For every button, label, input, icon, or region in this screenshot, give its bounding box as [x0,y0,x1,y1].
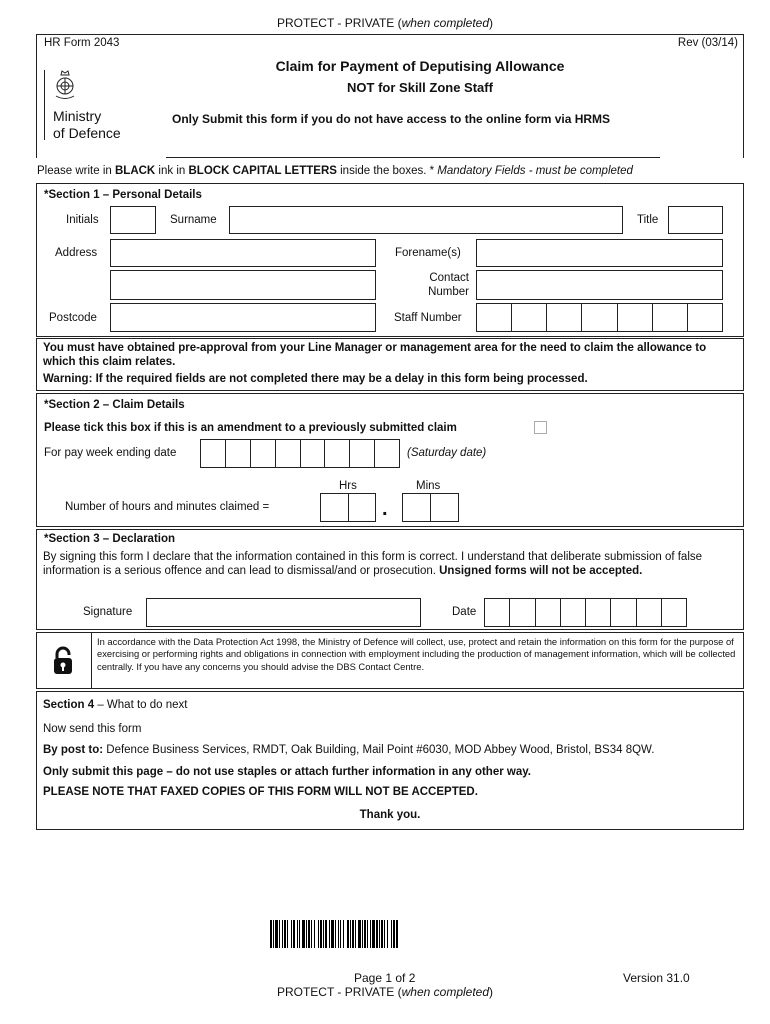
title-input[interactable] [668,206,723,234]
signature-input[interactable] [146,598,421,627]
logo-text-defence: of Defence [53,125,121,141]
data-protection-text: In accordance with the Data Protection Act 1998, the Ministry of Defence will collect, use, protect and retain the information on this form for the purpose of exercising or performing rights and obligations in connection with employment including the production of management information, which will be collected centrally. If you have any concerns you should advise the DBS Contact Centre. [97,636,736,672]
forenames-input[interactable] [476,239,723,267]
section-1-title: *Section 1 – Personal Details [44,189,202,201]
hours-claimed-label: Number of hours and minutes claimed = [65,501,270,513]
postcode-label: Postcode [49,312,97,324]
saturday-note: (Saturday date) [407,447,487,459]
logo-rule [44,70,45,140]
mod-crest-icon [52,68,78,102]
initials-input[interactable] [110,206,156,234]
contact-number-input[interactable] [476,270,723,300]
barcode-icon [270,920,498,948]
data-protection-divider [91,632,92,689]
only-submit-text: Only submit this page – do not use staples or attach further information in any other way. [43,766,531,778]
mins-label: Mins [416,480,441,492]
version: Version 31.0 [623,971,690,985]
contact-label-1: Contact [429,272,469,284]
section-4-title: Section 4 – What to do next [43,699,188,711]
address-input-2[interactable] [110,270,376,300]
amendment-checkbox[interactable] [534,421,547,434]
header-frame [36,34,744,158]
minutes-input[interactable] [402,493,459,522]
staff-number-label: Staff Number [394,312,462,324]
warning-text: Warning: If the required fields are not completed there may be a delay in this form being processed. [43,373,588,385]
hours-minutes-separator: . [382,498,388,520]
declaration-date-input[interactable] [484,598,687,627]
form-number: HR Form 2043 [44,37,120,49]
hrs-label: Hrs [339,480,357,492]
logo-text-ministry: Ministry [53,108,102,124]
hours-input[interactable] [320,493,376,522]
hrms-notice: Only Submit this form if you do not have access to the online form via HRMS [172,112,611,126]
date-label: Date [452,606,477,618]
forenames-label: Forename(s) [395,247,461,259]
surname-input[interactable] [229,206,623,234]
pay-week-date-input[interactable] [200,439,400,468]
now-send-text: Now send this form [43,723,142,735]
form-subtitle: NOT for Skill Zone Staff [347,80,493,92]
form-title: Claim for Payment of Deputising Allowance [275,58,565,74]
header-rule [166,157,660,158]
declaration-text: By signing this form I declare that the information contained in this form is correct. I understand that deliberate submission of false information is a serious offence and can lead to dismissal/and or prosecution. Unsigned forms will not be accepted. [43,551,703,577]
section-3-title: *Section 3 – Declaration [44,533,176,545]
surname-label: Surname [170,214,217,226]
thank-you: Thank you. [359,809,421,821]
lock-icon [52,646,74,676]
amendment-label: Please tick this box if this is an amendment to a previously submitted claim [44,422,457,434]
pay-week-label: For pay week ending date [44,447,177,459]
instructions: Please write in BLACK ink in BLOCK CAPITAL LETTERS inside the boxes. * Mandatory Fields - must be completed [37,165,633,177]
top-classification: PROTECT - PRIVATE (when completed) [276,16,494,30]
bottom-classification: PROTECT - PRIVATE (when completed) [276,985,494,999]
signature-label: Signature [83,606,133,618]
initials-label: Initials [66,214,99,226]
revision: Rev (03/14) [677,37,738,49]
preapproval-text: You must have obtained pre-approval from your Line Manager or management area for the need to claim the allowance to which this claim relates. [43,342,707,368]
section-2-title: *Section 2 – Claim Details [44,399,185,411]
title-label: Title [637,214,659,226]
contact-label-2: Number [428,286,469,298]
staff-number-input[interactable] [476,303,723,332]
page-number: Page 1 of 2 [354,971,416,985]
post-address: By post to: Defence Business Services, RMDT, Oak Building, Mail Point #6030, MOD Abbey Wood, Bristol, BS34 8QW. [43,744,655,756]
address-label: Address [55,247,98,259]
postcode-input[interactable] [110,303,376,332]
address-input-1[interactable] [110,239,376,267]
faxed-warning: PLEASE NOTE THAT FAXED COPIES OF THIS FORM WILL NOT BE ACCEPTED. [43,786,478,798]
